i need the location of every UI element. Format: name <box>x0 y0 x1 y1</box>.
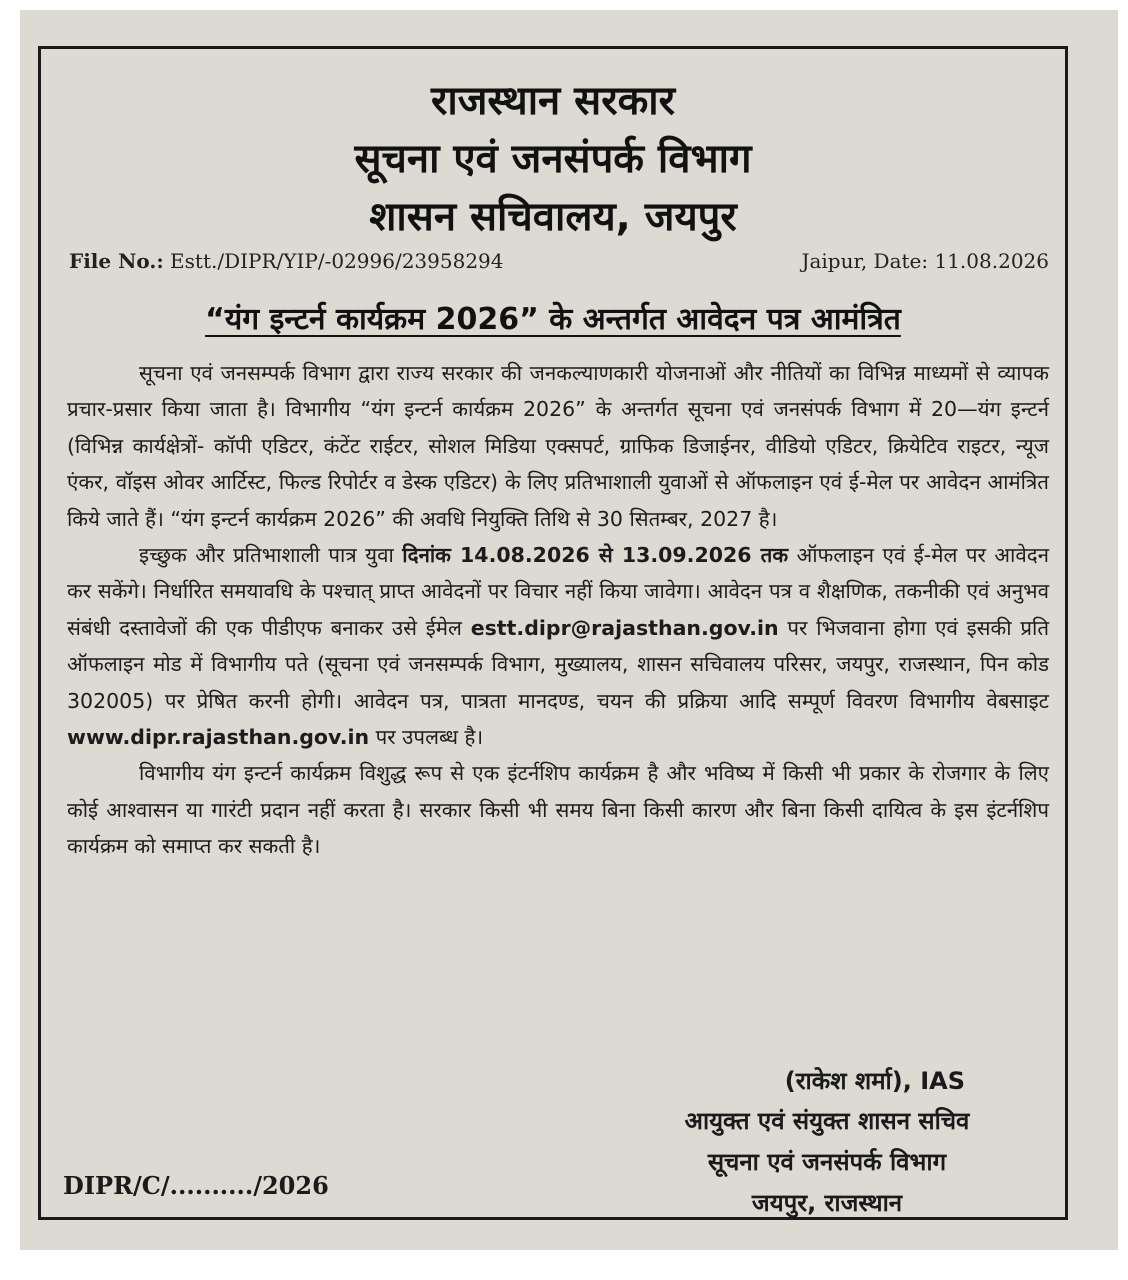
paragraph-1: सूचना एवं जनसम्पर्क विभाग द्वारा राज्य सरकार की जनकल्याणकारी योजनाओं और नीतियों का विभिन्न माध्यमों से व्यापक प्रचार-प्रसार किया जाता है। विभागीय “यंग इन्टर्न कार्यक्रम 2026” के अन्तर्गत सूचना एवं जनसंपर्क विभाग में 20—यंग इन्टर्न (विभिन्न कार्यक्षेत्रों- कॉपी एडिटर, कंटेंट राईटर, सोशल मिडिया एक्सपर्ट, ग्राफिक डिजाईनर, वीडियो एडिटर, क्रियेटिव राइटर, न्यूज एंकर, वॉइस ओवर आर्टिस्ट, फिल्ड रिपोर्टर व डेस्क एडिटर) के लिए प्रतिभाशाली युवाओं से ऑफलाइन एवं ई-मेल पर आवेदन आमंत्रित किये जाते हैं। “यंग इन्टर्न कार्यक्रम 2026” की अवधि नियुक्ति तिथि से 30 सितम्बर, 2027 है। <box>67 361 1049 531</box>
website-url: www.dipr.rajasthan.gov.in <box>67 725 370 750</box>
paragraph-2-mid2: पर भिजवाना होगा एवं इसकी प्रति ऑफलाइन मोड में विभागीय पते (सूचना एवं जनसम्पर्क विभाग, मुख्यालय, शासन सचिवालय परिसर, जयपुर, राजस्थान, पिन कोड 302005) पर प्रेषित करनी होगी। आवेदन पत्र, पात्रता मानदण्ड, चयन की प्रक्रिया आदि सम्पूर्ण विवरण विभागीय वेबसाइट <box>67 615 1049 713</box>
header-department: सूचना एवं जनसंपर्क विभाग <box>354 136 752 182</box>
paragraph-2-mid: ऑफलाइन एवं ई-मेल पर आवेदन कर सकेंगे। निर्धारित समयावधि के पश्चात् प्राप्त आवेदनों पर विचार नहीं किया जावेगा। आवेदन पत्र व शैक्षणिक, तकनीकी एवं अनुभव संबंधी दस्तावेजों की एक पीडीएफ बनाकर उसे ईमेल <box>67 543 1049 640</box>
paragraph-3: विभागीय यंग इन्टर्न कार्यक्रम विशुद्ध रूप से एक इंटर्नशिप कार्यक्रम है और भविष्य में किसी भी प्रकार के रोजगार के लिए कोई आश्वासन या गारंटी प्रदान नहीं करता है। सरकार किसी भी समय बिना किसी कारण और बिना किसी दायित्व के इस इंटर्नशिप कार्यक्रम को समाप्त कर सकती है। <box>67 761 1049 859</box>
file-number-label: File No.: <box>69 249 164 273</box>
application-dates: दिनांक 14.08.2026 से 13.09.2026 तक <box>402 543 789 568</box>
paragraph-2-end: पर उपलब्ध है। <box>369 725 484 750</box>
header-office: शासन सचिवालय, जयपुर <box>369 194 737 240</box>
signature-block <box>617 1061 1037 1224</box>
file-number <box>69 249 504 273</box>
file-number-value: Estt./DIPR/YIP/-02996/23958294 <box>163 249 504 273</box>
signatory-designation: आयुक्त एवं संयुक्त शासन सचिव <box>684 1107 970 1135</box>
notice-body <box>67 355 1049 865</box>
signatory-name: (राकेश शर्मा), IAS <box>784 1067 965 1095</box>
signatory-department: सूचना एवं जनसंपर्क विभाग <box>707 1148 947 1176</box>
notice-date: Jaipur, Date: 11.08.2026 <box>801 249 1049 273</box>
paragraph-2 <box>67 537 1049 755</box>
government-notice <box>38 46 1068 1220</box>
header-government: राजस्थान सरकार <box>430 78 676 124</box>
email-address: estt.dipr@rajasthan.gov.in <box>470 615 779 640</box>
notice-subject: “यंग इन्टर्न कार्यक्रम 2026” के अन्तर्गत आवेदन पत्र आमंत्रित <box>205 302 901 337</box>
signatory-place: जयपुर, राजस्थान <box>751 1189 903 1217</box>
reference-number: DIPR/C/........../2026 <box>63 1171 329 1200</box>
paragraph-2-start: इच्छुक और प्रतिभाशाली पात्र युवा <box>139 543 403 568</box>
